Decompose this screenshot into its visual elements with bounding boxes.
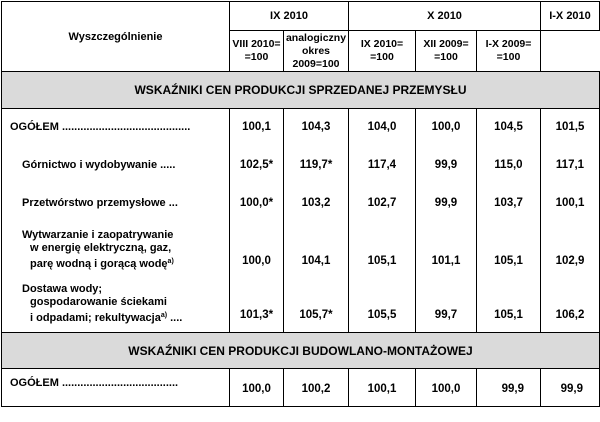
cell: 100,1 [349,369,416,407]
cell: 103,2 [284,185,349,221]
header-group-i-x-2010: I-X 2010 [541,2,600,31]
label-line: Wytwarzanie i zaopatrywanie [22,228,174,241]
cell: 100,2 [284,369,349,407]
cell: 100,0* [230,185,284,221]
cell: 102,7 [349,185,416,221]
section-title-construction: WSKAŹNIKI CEN PRODUKCJI BUDOWLANO-MONTAŻOWEJ [2,333,600,369]
header-col-xii-2009 [416,31,477,72]
cell: 105,7* [284,277,349,333]
cell: 115,0 [477,147,541,185]
header-col-4-text: XII 2009= =100 [423,38,469,63]
label-line-wrap [22,309,229,325]
row-label [2,221,230,277]
cell: 104,5 [477,109,541,147]
header-spec: Wyszczególnienie [2,2,230,72]
label-line: parę wodną i gorącą wodę [30,257,168,270]
label-dots: .... [167,311,183,324]
cell: 99,9 [416,185,477,221]
cell: 105,1 [349,221,416,277]
row-label: OGÓŁEM .......................................... [2,109,230,147]
cell: 102,5* [230,147,284,185]
cell: 103,7 [477,185,541,221]
label-line-wrap [22,255,229,271]
price-index-table [1,1,600,407]
cell: 104,0 [349,109,416,147]
cell: 99,9 [416,147,477,185]
cell: 106,2 [541,277,600,333]
header-group-x-2010: X 2010 [349,2,541,31]
cell: 101,5 [541,109,600,147]
footnote-mark: a) [167,257,174,265]
header-col-i-x-2009 [477,31,541,72]
header-col-ix-2010 [349,31,416,72]
cell: 99,9 [477,369,541,407]
cell: 117,4 [349,147,416,185]
cell: 105,1 [477,277,541,333]
label-line: i odpadami; rekultywacja [30,311,161,324]
header-group-ix-2010: IX 2010 [230,2,349,31]
label-line: Dostawa wody; [22,282,103,295]
row-label: Przetwórstwo przemysłowe ... [2,185,230,221]
footnote-mark: a) [160,311,168,319]
cell: 100,1 [541,185,600,221]
label-line: gospodarowanie ściekami [30,295,167,308]
cell: 100,0 [230,221,284,277]
row-label: Górnictwo i wydobywanie ..... [2,147,230,185]
cell: 100,0 [416,109,477,147]
section-title-industry: WSKAŹNIKI CEN PRODUKCJI SPRZEDANEJ PRZEMYSŁU [2,72,600,109]
cell: 100,1 [230,109,284,147]
cell: 99,9 [541,369,600,407]
header-col-5-text: I-X 2009= =100 [485,38,532,63]
row-label: OGÓŁEM ...................................... [2,369,230,407]
cell: 100,0 [416,369,477,407]
cell: 104,3 [284,109,349,147]
cell: 119,7* [284,147,349,185]
cell: 99,7 [416,277,477,333]
cell: 117,1 [541,147,600,185]
cell: 100,0 [230,369,284,407]
cell: 104,1 [284,221,349,277]
cell: 105,1 [477,221,541,277]
row-label [2,277,230,333]
header-col-2-text: analogiczny okres 2009=100 [285,31,347,70]
header-col-1-text: VIII 2010= =100 [232,38,281,63]
header-col-viii-2010 [230,31,284,72]
header-col-3-text: IX 2010= =100 [360,38,404,63]
cell: 101,1 [416,221,477,277]
label-line: w energię elektryczną, gaz, [30,241,172,254]
cell: 101,3* [230,277,284,333]
cell: 102,9 [541,221,600,277]
header-col-analog-2009 [284,31,349,72]
cell: 105,5 [349,277,416,333]
